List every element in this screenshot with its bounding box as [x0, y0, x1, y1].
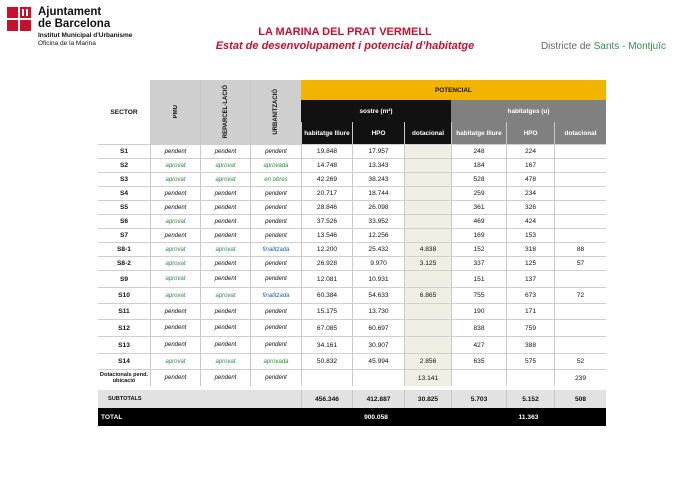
habitatges-dotacional-value	[554, 214, 606, 228]
pmu-header-text: PMU	[172, 105, 179, 119]
sostre-lliure-value: 14.748	[301, 158, 352, 172]
habitatges-lliure-value: 248	[451, 144, 506, 158]
urbanit-status: aprovada	[250, 353, 301, 369]
habitatges-hpo-value: 575	[506, 353, 554, 369]
subtotal-sostre-dotacional: 30.825	[404, 390, 451, 408]
subtotal-habitatges-hpo: 5.152	[506, 390, 554, 408]
total-label: TOTAL	[98, 408, 301, 426]
sector-name: S8-1	[98, 242, 150, 256]
sostre-dotacional-value	[404, 319, 451, 336]
sector-name: S10	[98, 287, 150, 303]
sostre-lliure-value: 34.161	[301, 336, 352, 353]
habitatges-dotacional-value: 57	[554, 256, 606, 270]
pmu-status: pendent	[150, 319, 200, 336]
reparcel-status: pendent	[200, 228, 250, 242]
habitatges-lliure-value: 469	[451, 214, 506, 228]
urbanit-status: aprovada	[250, 158, 301, 172]
sostre-lliure-value: 26.928	[301, 256, 352, 270]
habitatges-subheader: dotacional	[554, 122, 606, 144]
habitatges-lliure-value	[451, 369, 506, 386]
reparcel-status: pendent	[200, 369, 250, 386]
pmu-status: aprovat	[150, 242, 200, 256]
sostre-dotacional-value	[404, 270, 451, 287]
habitatges-hpo-value: 167	[506, 158, 554, 172]
sector-name: S13	[98, 336, 150, 353]
habitatges-dotacional-value	[554, 144, 606, 158]
habitatges-dotacional-value: 239	[554, 369, 606, 386]
sostre-lliure-value: 15.175	[301, 303, 352, 319]
subtotal-sostre-lliure: 456.346	[301, 390, 352, 408]
reparcel-status: pendent	[200, 303, 250, 319]
pmu-status: pendent	[150, 336, 200, 353]
reparcel-status: pendent	[200, 256, 250, 270]
district-prefix: Districte de	[540, 41, 594, 52]
pmu-status: aprovat	[150, 353, 200, 369]
habitatges-lliure-value: 337	[451, 256, 506, 270]
urbanit-status: pendent	[250, 256, 301, 270]
sostre-hpo-value: 12.256	[352, 228, 404, 242]
sostre-hpo-value: 17.957	[352, 144, 404, 158]
habitatges-lliure-value: 427	[451, 336, 506, 353]
sostre-dotacional-value	[404, 200, 451, 214]
sector-name: S7	[98, 228, 150, 242]
sostre-hpo-value: 9.970	[352, 256, 404, 270]
habitatges-subheader: habitatge lliure	[451, 122, 506, 144]
sostre-group-header: sostre (m²)	[301, 100, 451, 122]
habitatges-hpo-value: 153	[506, 228, 554, 242]
habitatges-lliure-value: 152	[451, 242, 506, 256]
pmu-status: aprovat	[150, 172, 200, 186]
habitatges-dotacional-value: 88	[554, 242, 606, 256]
pmu-status: pendent	[150, 228, 200, 242]
sostre-dotacional-value: 2.856	[404, 353, 451, 369]
habitatges-hpo-value	[506, 369, 554, 386]
sostre-hpo-value: 60.697	[352, 319, 404, 336]
reparcel-header-text: REPARCEL·LACIÓ	[222, 85, 229, 139]
sector-header: SECTOR	[110, 108, 138, 116]
sostre-hpo-value: 13.343	[352, 158, 404, 172]
pmu-status: pendent	[150, 144, 200, 158]
pmu-status: aprovat	[150, 270, 200, 287]
sostre-hpo-value	[352, 369, 404, 386]
urbanit-status: pendent	[250, 200, 301, 214]
sostre-dotacional-value: 6.865	[404, 287, 451, 303]
reparcel-status: aprovat	[200, 242, 250, 256]
pmu-status: aprovat	[150, 214, 200, 228]
urbanit-status: finalitzada	[250, 287, 301, 303]
urbanit-header-text: URBANITZACIÓ	[273, 89, 279, 135]
sostre-hpo-value: 25.432	[352, 242, 404, 256]
habitatges-lliure-value: 169	[451, 228, 506, 242]
habitatges-hpo-value: 137	[506, 270, 554, 287]
sostre-dotacional-value: 13.141	[404, 369, 451, 386]
reparcel-status: pendent	[200, 319, 250, 336]
sostre-dotacional-value	[404, 158, 451, 172]
pmu-status: aprovat	[150, 158, 200, 172]
sostre-lliure-value: 12.081	[301, 270, 352, 287]
urbanit-status: pendent	[250, 336, 301, 353]
sostre-subheader: habitatge lliure	[301, 122, 352, 144]
sostre-lliure-value	[301, 369, 352, 386]
sostre-hpo-value: 38.243	[352, 172, 404, 186]
potencial-header: POTENCIAL	[301, 80, 606, 100]
urbanit-status: pendent	[250, 303, 301, 319]
habitatges-hpo-value: 759	[506, 319, 554, 336]
pmu-status: aprovat	[150, 256, 200, 270]
habitatges-dotacional-value	[554, 158, 606, 172]
reparcel-header	[200, 80, 250, 144]
reparcel-status: aprovat	[200, 172, 250, 186]
subtotal-habitatges-dotacional: 508	[554, 390, 606, 408]
sostre-lliure-value: 60.384	[301, 287, 352, 303]
urbanit-status: pendent	[250, 228, 301, 242]
habitatges-lliure-value: 528	[451, 172, 506, 186]
page-title: LA MARINA DEL PRAT VERMELL	[258, 26, 432, 38]
sostre-lliure-value: 42.269	[301, 172, 352, 186]
habitatges-dotacional-value: 52	[554, 353, 606, 369]
habitatges-dotacional-value	[554, 172, 606, 186]
urbanit-status: pendent	[250, 369, 301, 386]
reparcel-status: aprovat	[200, 287, 250, 303]
sector-name: S14	[98, 353, 150, 369]
habitatges-dotacional-value	[554, 270, 606, 287]
habitatges-hpo-value: 234	[506, 186, 554, 200]
pmu-header	[150, 80, 200, 144]
pmu-status: aprovat	[150, 287, 200, 303]
sostre-lliure-value: 13.546	[301, 228, 352, 242]
habitatges-dotacional-value	[554, 319, 606, 336]
subtotal-habitatges-lliure: 5.703	[451, 390, 506, 408]
total-sostre: 900.058	[301, 408, 451, 426]
habitatges-hpo-value: 224	[506, 144, 554, 158]
habitatges-lliure-value: 190	[451, 303, 506, 319]
habitatges-group-header: habitatges (u)	[451, 100, 606, 122]
sostre-lliure-value: 67.085	[301, 319, 352, 336]
sostre-dotacional-value	[404, 172, 451, 186]
reparcel-status: pendent	[200, 270, 250, 287]
sostre-dotacional-value	[404, 336, 451, 353]
sector-name: Dotacionals pend. ubicació	[98, 369, 150, 386]
sostre-dotacional-value: 4.838	[404, 242, 451, 256]
sostre-dotacional-value	[404, 144, 451, 158]
urbanit-header	[250, 80, 301, 144]
org-office: Oficina de la Marina	[38, 40, 96, 47]
habitatges-hpo-value: 318	[506, 242, 554, 256]
habitatges-hpo-value: 424	[506, 214, 554, 228]
habitatges-lliure-value: 361	[451, 200, 506, 214]
sostre-dotacional-value	[404, 214, 451, 228]
org-name-line2: de Barcelona	[38, 18, 111, 30]
sostre-lliure-value: 28.846	[301, 200, 352, 214]
sostre-dotacional-value	[404, 228, 451, 242]
habitatges-dotacional-value	[554, 186, 606, 200]
sector-name: S3	[98, 172, 150, 186]
habitatges-lliure-value: 755	[451, 287, 506, 303]
sostre-hpo-value: 33.952	[352, 214, 404, 228]
sector-name: S2	[98, 158, 150, 172]
page-subtitle: Estat de desenvolupament i potencial d’habitatge	[215, 40, 475, 52]
sostre-hpo-value: 10.931	[352, 270, 404, 287]
habitatges-lliure-value: 184	[451, 158, 506, 172]
urbanit-status: pendent	[250, 186, 301, 200]
pmu-status: pendent	[150, 200, 200, 214]
sostre-lliure-value: 50.832	[301, 353, 352, 369]
habitatges-subheader: HPO	[506, 122, 554, 144]
sostre-dotacional-value	[404, 303, 451, 319]
sostre-lliure-value: 20.717	[301, 186, 352, 200]
sostre-lliure-value: 12.200	[301, 242, 352, 256]
district-name: Sants - Montjuïc	[593, 41, 666, 52]
urbanit-status: pendent	[250, 214, 301, 228]
sostre-subheader: dotacional	[404, 122, 451, 144]
sector-name: S5	[98, 200, 150, 214]
sector-name: S4	[98, 186, 150, 200]
sostre-hpo-value: 45.994	[352, 353, 404, 369]
urbanit-status: finalitzada	[250, 242, 301, 256]
pmu-status: pendent	[150, 186, 200, 200]
sostre-lliure-value: 19.848	[301, 144, 352, 158]
sector-name: S8-2	[98, 256, 150, 270]
habitatges-hpo-value: 673	[506, 287, 554, 303]
habitatges-lliure-value: 838	[451, 319, 506, 336]
habitatges-dotacional-value	[554, 336, 606, 353]
reparcel-status: aprovat	[200, 353, 250, 369]
sostre-hpo-value: 13.730	[352, 303, 404, 319]
habitatges-dotacional-value	[554, 228, 606, 242]
sector-name: S11	[98, 303, 150, 319]
sostre-lliure-value: 37.526	[301, 214, 352, 228]
reparcel-status: aprovat	[200, 158, 250, 172]
habitatges-dotacional-value	[554, 200, 606, 214]
habitatges-hpo-value: 388	[506, 336, 554, 353]
habitatges-hpo-value: 125	[506, 256, 554, 270]
habitatges-hpo-value: 478	[506, 172, 554, 186]
subtotals-label: SUBTOTALS	[98, 390, 301, 408]
reparcel-status: pendent	[200, 336, 250, 353]
reparcel-status: pendent	[200, 186, 250, 200]
reparcel-status: pendent	[200, 144, 250, 158]
total-habitatges: 11.363	[451, 408, 606, 426]
habitatges-dotacional-value: 72	[554, 287, 606, 303]
habitatges-lliure-value: 151	[451, 270, 506, 287]
reparcel-status: pendent	[200, 214, 250, 228]
habitatges-hpo-value: 171	[506, 303, 554, 319]
subtotal-sostre-hpo: 412.887	[352, 390, 404, 408]
sostre-dotacional-value	[404, 186, 451, 200]
sector-name: S6	[98, 214, 150, 228]
sostre-hpo-value: 54.633	[352, 287, 404, 303]
habitatges-lliure-value: 259	[451, 186, 506, 200]
habitatges-lliure-value: 635	[451, 353, 506, 369]
urbanit-status: pendent	[250, 270, 301, 287]
reparcel-status: pendent	[200, 200, 250, 214]
sector-name: S12	[98, 319, 150, 336]
sector-name: S9	[98, 270, 150, 287]
pmu-status: pendent	[150, 369, 200, 386]
org-name-line1: Ajuntament	[38, 6, 102, 18]
urbanit-status: pendent	[250, 144, 301, 158]
org-institute: Institut Municipal d'Urbanisme	[38, 32, 133, 39]
sostre-subheader: HPO	[352, 122, 404, 144]
district-label	[541, 41, 666, 52]
pmu-status: pendent	[150, 303, 200, 319]
urbanit-status: en obres	[250, 172, 301, 186]
sostre-dotacional-value: 3.125	[404, 256, 451, 270]
urbanit-status: pendent	[250, 319, 301, 336]
sostre-hpo-value: 18.744	[352, 186, 404, 200]
habitatges-dotacional-value	[554, 303, 606, 319]
habitatges-hpo-value: 326	[506, 200, 554, 214]
sector-name: S1	[98, 144, 150, 158]
sostre-hpo-value: 30.907	[352, 336, 404, 353]
sostre-hpo-value: 26.098	[352, 200, 404, 214]
